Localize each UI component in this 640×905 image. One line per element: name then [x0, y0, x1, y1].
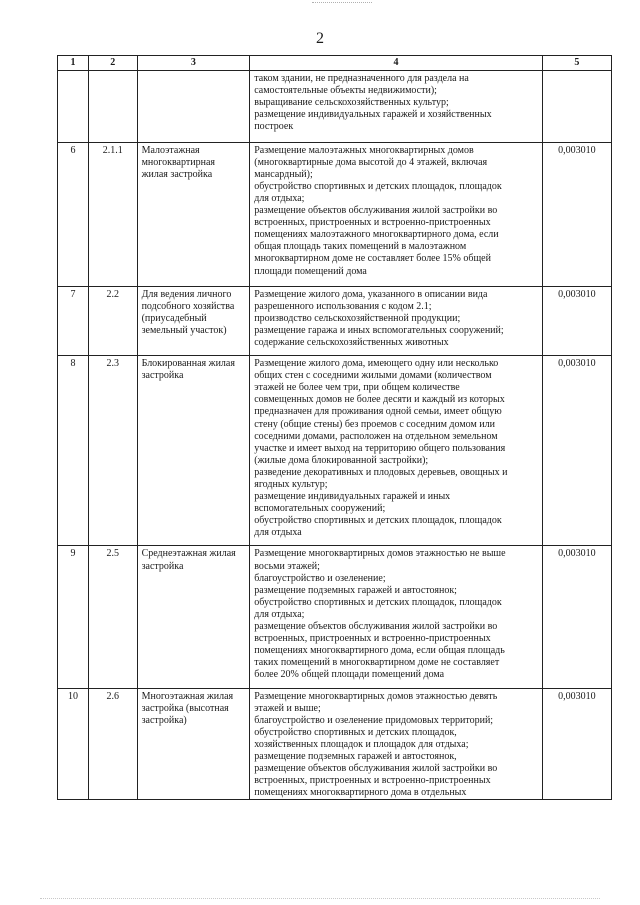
header-col-2: 2	[89, 56, 138, 71]
description-line: предназначен для проживания одной семьи, имеет общую	[254, 406, 502, 418]
description-line: обустройство спортивных и детских площадок,	[254, 726, 457, 738]
description-line: разведение декоративных и плодовых деревьев, овощных и	[254, 466, 508, 478]
description-line: помещениях многоквартирного дома, если общая площадь	[254, 645, 505, 657]
header-col-5: 5	[542, 56, 611, 71]
use-name-line: земельный участок)	[141, 324, 227, 336]
use-name-line: (приусадебный	[141, 312, 207, 324]
table-row	[58, 356, 612, 546]
description-line: общих стен с соседними жилыми домами (количеством	[254, 370, 492, 382]
description-line: встроенных, пристроенных и встроенно-пристроенных	[254, 633, 491, 645]
use-code: 2.5	[89, 546, 138, 688]
description-line: разрешенного использования с кодом 2.1;	[254, 300, 432, 312]
description-line: этажей и выше;	[254, 702, 321, 714]
description-line: размещение индивидуальных гаражей и хозяйственных	[254, 109, 492, 121]
use-name-line: застройка	[141, 370, 184, 382]
page-number: 2	[316, 30, 324, 47]
row-number: 9	[58, 546, 89, 688]
description-line: таком здании, не предназначенного для раздела на	[254, 73, 469, 85]
row-number: 10	[58, 688, 89, 800]
table-row	[58, 142, 612, 286]
header-col-4: 4	[250, 56, 543, 71]
description-line: производство сельскохозяйственной продукции;	[254, 312, 461, 324]
description-line: помещениях многоквартирного дома в отдельных	[254, 787, 467, 799]
use-description	[250, 356, 543, 546]
description-line: для отдыха;	[254, 608, 305, 620]
use-name-line: Среднеэтажная жилая	[141, 548, 236, 560]
scan-bottom-edge	[40, 896, 600, 899]
description-line: благоустройство и озеленение придомовых территорий;	[254, 714, 494, 726]
description-line: содержание сельскохозяйственных животных	[254, 336, 449, 348]
row-number: 6	[58, 142, 89, 286]
table-row	[58, 286, 612, 355]
use-description	[250, 546, 543, 688]
table-row	[58, 71, 612, 142]
description-line: многоквартирном доме не составляет более 15% общей	[254, 253, 491, 265]
scan-artifact	[312, 2, 372, 7]
description-line: хозяйственных площадок и площадок для отдыха;	[254, 738, 469, 750]
use-name-line: многоквартирная	[141, 156, 215, 168]
use-name-line: Для ведения личного	[141, 288, 232, 300]
description-line: для отдыха	[254, 527, 302, 539]
use-name-line: жилая застройка	[141, 168, 213, 180]
coefficient-value: 0,003010	[542, 546, 611, 688]
coefficient-value: 0,003010	[542, 688, 611, 800]
use-code: 2.2	[89, 286, 138, 355]
description-line: помещениях малоэтажного многоквартирного дома, если	[254, 229, 499, 241]
use-name	[137, 286, 250, 355]
use-code: 2.3	[89, 356, 138, 546]
description-line: Размещение жилого дома, имеющего одну или несколько	[254, 358, 499, 370]
description-line: самостоятельные объекты недвижимости);	[254, 85, 437, 97]
use-description	[250, 71, 543, 142]
description-line: стену (общие стены) без проемов с соседним домом или	[254, 418, 495, 430]
description-line: построек	[254, 121, 294, 133]
description-line: размещение объектов обслуживания жилой застройки во	[254, 621, 498, 633]
description-line: встроенных, пристроенных и встроенно-пристроенных	[254, 217, 491, 229]
use-name	[137, 688, 250, 800]
description-line: таких помещений в многоквартирном доме не составляет	[254, 657, 500, 669]
use-name	[137, 142, 250, 286]
header-col-3: 3	[137, 56, 250, 71]
table-row	[58, 546, 612, 688]
coefficient-value: 0,003010	[542, 286, 611, 355]
description-line: Размещение многоквартирных домов этажностью девять	[254, 690, 498, 702]
use-code	[89, 71, 138, 142]
use-name	[137, 71, 250, 142]
use-code: 2.6	[89, 688, 138, 800]
use-name-line: застройка (высотная	[141, 702, 229, 714]
description-line: общая площадь таких помещений в малоэтажном	[254, 241, 467, 253]
description-line: вспомогательных сооружений;	[254, 503, 386, 515]
use-name	[137, 356, 250, 546]
description-line: размещение объектов обслуживания жилой застройки во	[254, 763, 498, 775]
use-name-line: Многоэтажная жилая	[141, 690, 234, 702]
description-line: Размещение многоквартирных домов этажностью не выше	[254, 548, 506, 560]
row-number: 7	[58, 286, 89, 355]
description-line: мансардный);	[254, 168, 313, 180]
description-line: участке и имеет выход на территорию общего пользования	[254, 442, 506, 454]
land-use-table	[57, 55, 612, 800]
description-line: размещение объектов обслуживания жилой застройки во	[254, 205, 498, 217]
use-name-line: Блокированная жилая	[141, 358, 235, 370]
description-line: этажей не более чем три, при общем количестве	[254, 382, 460, 394]
description-line: площади помещений дома	[254, 265, 367, 277]
description-line: обустройство спортивных и детских площадок, площадок	[254, 180, 502, 192]
use-name-line: застройка)	[141, 714, 187, 726]
description-line: соседними домами, расположен на отдельном земельном	[254, 430, 498, 442]
description-line: выращивание сельскохозяйственных культур;	[254, 97, 449, 109]
description-line: обустройство спортивных и детских площадок, площадок	[254, 596, 502, 608]
description-line: обустройство спортивных и детских площадок, площадок	[254, 515, 502, 527]
description-line: размещение гаража и иных вспомогательных сооружений;	[254, 324, 504, 336]
description-line: более 20% общей площади помещений дома	[254, 669, 445, 681]
table-header-row	[58, 56, 612, 71]
use-code: 2.1.1	[89, 142, 138, 286]
description-line: восьми этажей;	[254, 560, 320, 572]
row-number	[58, 71, 89, 142]
description-line: размещение подземных гаражей и автостоянок,	[254, 750, 457, 762]
description-line: встроенных, пристроенных и встроенно-пристроенных	[254, 775, 491, 787]
coefficient-value	[542, 71, 611, 142]
coefficient-value: 0,003010	[542, 142, 611, 286]
use-description	[250, 142, 543, 286]
description-line: размещение индивидуальных гаражей и иных	[254, 491, 451, 503]
coefficient-value: 0,003010	[542, 356, 611, 546]
description-line: совмещенных домов не более десяти и каждый из которых	[254, 394, 505, 406]
header-col-1: 1	[58, 56, 89, 71]
description-line: для отдыха;	[254, 192, 305, 204]
use-name-line: подсобного хозяйства	[141, 300, 235, 312]
description-line: Размещение жилого дома, указанного в описании вида	[254, 288, 488, 300]
description-line: благоустройство и озеленение;	[254, 572, 386, 584]
use-description	[250, 286, 543, 355]
table-row	[58, 688, 612, 800]
description-line: (жилые дома блокированной застройки);	[254, 454, 429, 466]
use-name	[137, 546, 250, 688]
description-line: ягодных культур;	[254, 479, 328, 490]
use-name-line: застройка	[141, 560, 184, 572]
description-line: размещение подземных гаражей и автостоянок;	[254, 584, 457, 596]
use-description	[250, 688, 543, 800]
description-line: Размещение малоэтажных многоквартирных домов	[254, 144, 474, 156]
use-name-line: Малоэтажная	[141, 144, 200, 156]
row-number: 8	[58, 356, 89, 546]
description-line: (многоквартирные дома высотой до 4 этажей, включая	[254, 156, 488, 168]
